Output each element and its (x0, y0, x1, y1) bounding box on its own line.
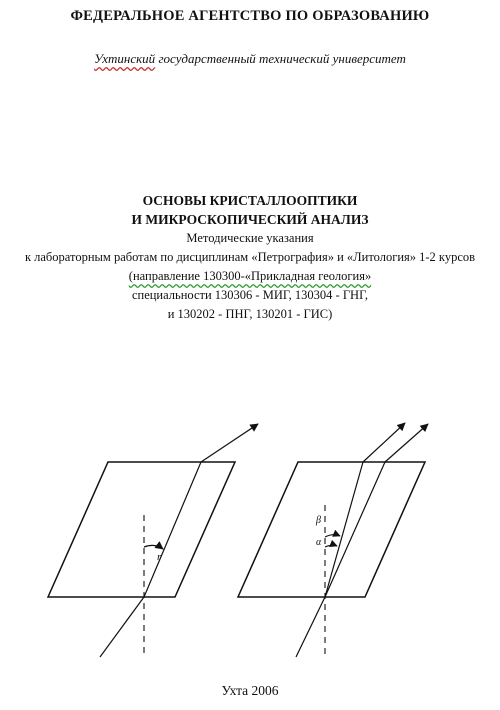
university-name (0, 51, 500, 67)
direction-line (0, 267, 500, 286)
left-crystal-plate (48, 462, 235, 597)
right-crystal-diagram (238, 423, 428, 657)
left-refracted-ray (144, 462, 201, 597)
right-emergent-ray-1 (363, 423, 405, 462)
right-angle-arc-1 (325, 535, 340, 537)
footer-place-year: Ухта 2006 (221, 683, 279, 698)
specialties-line-1: специальности 130306 - МИГ, 130304 - ГНГ, (131, 288, 369, 302)
left-incident-ray (100, 597, 144, 657)
document-type: Методические указания (186, 231, 314, 245)
right-incident-ray (296, 597, 325, 657)
left-crystal-diagram (48, 424, 258, 657)
right-crystal-plate (238, 462, 425, 597)
right-refracted-ray-1 (325, 462, 363, 597)
right-angle-label-bottom: α (316, 537, 322, 548)
university-name-rest: государственный технический университет (155, 51, 406, 66)
right-refracted-ray-2 (325, 462, 385, 597)
crystal-refraction-figure (0, 395, 500, 660)
left-angle-label: r (157, 551, 162, 563)
title-block (0, 191, 500, 324)
document-purpose: к лабораторным работам по дисциплинам «Петрография» и «Литология» 1-2 курсов (24, 250, 476, 264)
right-angle-arc-2 (325, 545, 337, 547)
right-angle-label-top: β (316, 515, 321, 526)
right-emergent-ray-2 (385, 424, 428, 462)
left-angle-arc (144, 545, 163, 549)
specialties-line-2: и 130202 - ПНГ, 130201 - ГИС) (167, 307, 333, 321)
university-name-underlined: Ухтинский (94, 51, 156, 66)
left-emergent-ray (201, 424, 258, 462)
agency-heading: ФЕДЕРАЛЬНОЕ АГЕНТСТВО ПО ОБРАЗОВАНИЮ (70, 8, 430, 24)
title-line-2: И МИКРОСКОПИЧЕСКИЙ АНАЛИЗ (131, 212, 369, 227)
direction-text: (направление 130300-«Прикладная геология» (128, 269, 372, 283)
title-line-1: ОСНОВЫ КРИСТАЛЛООПТИКИ (142, 193, 358, 208)
